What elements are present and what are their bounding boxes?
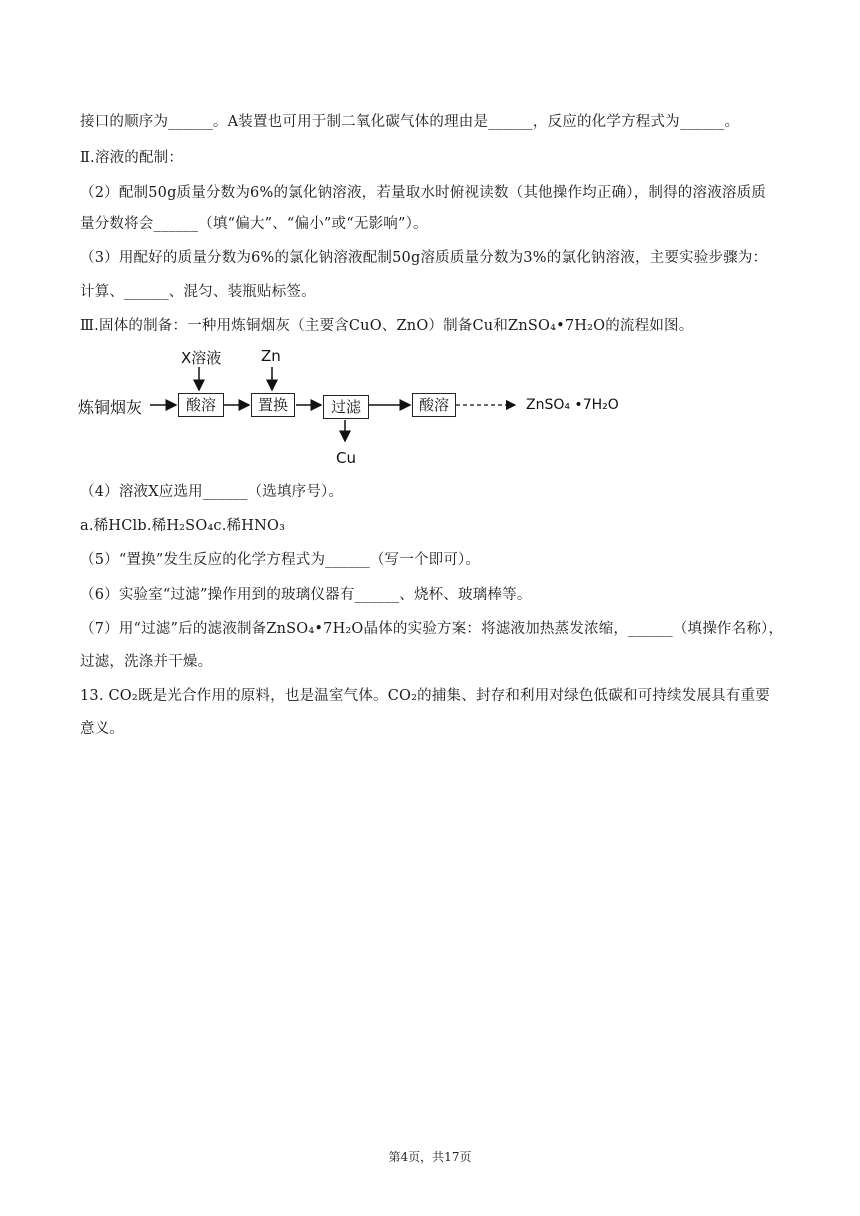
flow-box-acid-dissolve-1: 酸溶 [178,393,224,417]
flow-start-label: 炼铜烟灰 [78,398,143,417]
text-line-q4: （4）溶液X应选用______（选填序号）。 [80,484,344,500]
flow-box-acid-dissolve-2: 酸溶 [412,393,456,417]
section-heading-solution: Ⅱ.溶液的配制： [80,150,184,166]
flow-cu-label: Cu [336,449,356,467]
text-line-q3-b: 计算、______、混匀、装瓶贴标签。 [80,284,316,300]
text-line-q5: （5）“置换”发生反应的化学方程式为______（写一个即可）。 [80,552,481,568]
page-footer: 第4页，共17页 [388,1150,472,1164]
text-line-q13-a: 13. CO₂既是光合作用的原料，也是温室气体。CO₂的捕集、封存和利用对绿色低碳和可持续发展具有重要 [80,688,770,704]
text-line-q7-b: 过滤，洗涤并干燥。 [80,654,213,670]
text-line-q2-b: 量分数将会______（填“偏大”、“偏小”或“无影响”）。 [80,216,428,232]
text-line-q3-a: （3）用配好的质量分数为6%的氯化钠溶液配制50g溶质质量分数为3%的氯化钠溶液，主要实验步骤为： [80,250,768,266]
flow-x-solution-label: X溶液 [181,349,222,367]
text-line-q2-a: （2）配制50g质量分数为6%的氯化钠溶液，若量取水时俯视读数（其他操作均正确），制得的溶液溶质质 [80,185,767,201]
text-line-1: 接口的顺序为______。A装置也可用于制二氧化碳气体的理由是______，反应的化学方程式为______。 [80,114,740,130]
text-line-q13-b: 意义。 [80,721,125,737]
flow-product-label: ZnSO₄ •7H₂O [526,397,619,413]
flow-box-displacement: 置换 [251,393,295,417]
flow-zn-label: Zn [261,347,281,365]
text-line-q6: （6）实验室“过滤”操作用到的玻璃仪器有______、烧杯、玻璃棒等。 [80,587,532,603]
flow-diagram [78,345,638,475]
text-line-q7-a: （7）用“过滤”后的滤液制备ZnSO₄•7H₂O晶体的实验方案：将滤液加热蒸发浓缩，______（填操作名称）， [80,621,784,637]
text-line-q4-options: a.稀HClb.稀H₂SO₄c.稀HNO₃ [80,518,286,534]
section-heading-solid: Ⅲ.固体的制备：一种用炼铜烟灰（主要含CuO、ZnO）制备Cu和ZnSO₄•7H₂O的流程如图。 [80,318,694,334]
flow-box-filtration: 过滤 [323,395,369,419]
